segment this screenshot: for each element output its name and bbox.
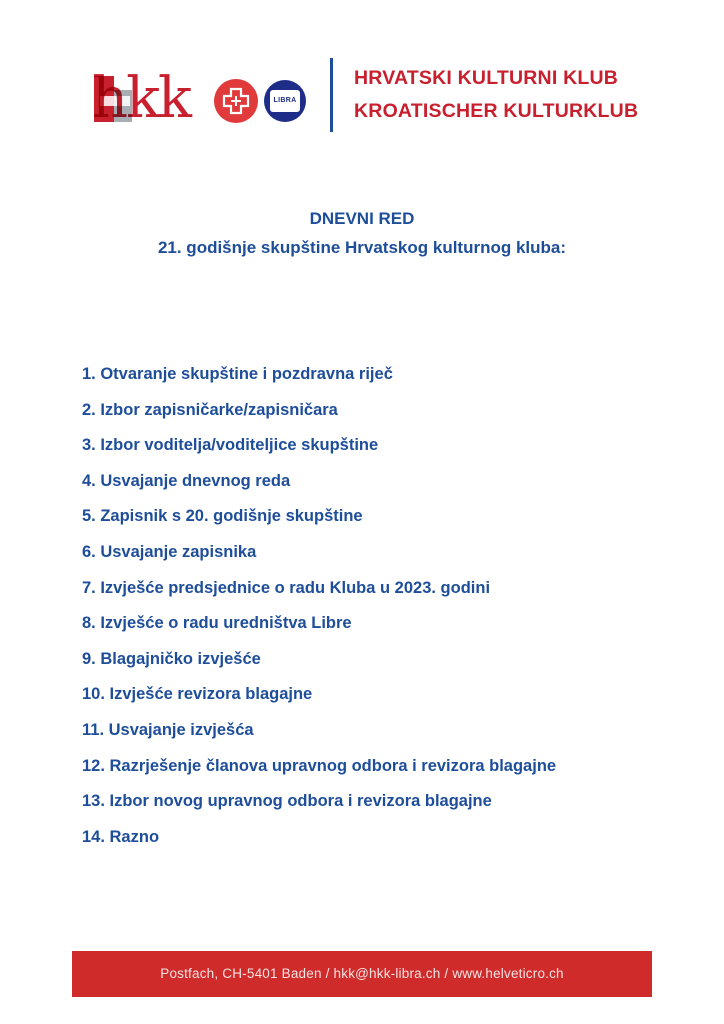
agenda-subheading: 21. godišnje skupštine Hrvatskog kulturnog kluba:	[157, 238, 567, 257]
agenda-item: 10. Izvješće revizora blagajne	[82, 685, 313, 704]
libra-logo	[264, 80, 306, 122]
libra-badge-text: LIBRA	[270, 90, 300, 112]
footer-contact-text: Postfach, CH-5401 Baden / hkk@hkk-libra.ch / www.helveticro.ch	[160, 966, 564, 981]
agenda-item: 12. Razrješenje članova upravnog odbora i revizora blagajne	[82, 756, 557, 775]
agenda-item: 2. Izbor zapisničarke/zapisničara	[82, 400, 338, 419]
footer-contact-bar	[72, 951, 652, 997]
agenda-item: 1. Otvaranje skupštine i pozdravna riječ	[82, 365, 393, 383]
agenda-item: 9. Blagajničko izvješće	[82, 649, 261, 668]
club-name-german: KROATISCHER KULTURKLUB	[354, 100, 639, 122]
agenda-item: 5. Zapisnik s 20. godišnje skupštine	[82, 507, 363, 526]
agenda-item: 3. Izbor voditelja/voditeljice skupštine	[82, 436, 379, 455]
club-name	[354, 62, 714, 128]
agenda-item: 13. Izbor novog upravnog odbora i revizora blagajne	[82, 792, 492, 811]
logo-text: hkk	[92, 66, 190, 131]
agenda-item: 14. Razno	[82, 827, 160, 846]
agenda-item: 8. Izvješće o radu uredništva Libre	[82, 614, 352, 633]
agenda-item: 11. Usvajanje izvješća	[82, 720, 254, 739]
agenda-item: 7. Izvješće predsjednice o radu Kluba u 2023. godini	[82, 578, 491, 597]
swiss-croatian-cross-icon	[214, 79, 258, 123]
page-header	[0, 0, 724, 150]
agenda-item: 6. Usvajanje zapisnika	[82, 542, 257, 561]
header-divider	[330, 58, 333, 132]
agenda-list	[82, 360, 702, 858]
hkk-logo	[92, 66, 210, 131]
club-name-croatian: HRVATSKI KULTURNI KLUB	[354, 67, 619, 89]
agenda-title	[0, 204, 724, 262]
agenda-heading: DNEVNI RED	[309, 209, 415, 228]
agenda-item: 4. Usvajanje dnevnog reda	[82, 471, 291, 490]
